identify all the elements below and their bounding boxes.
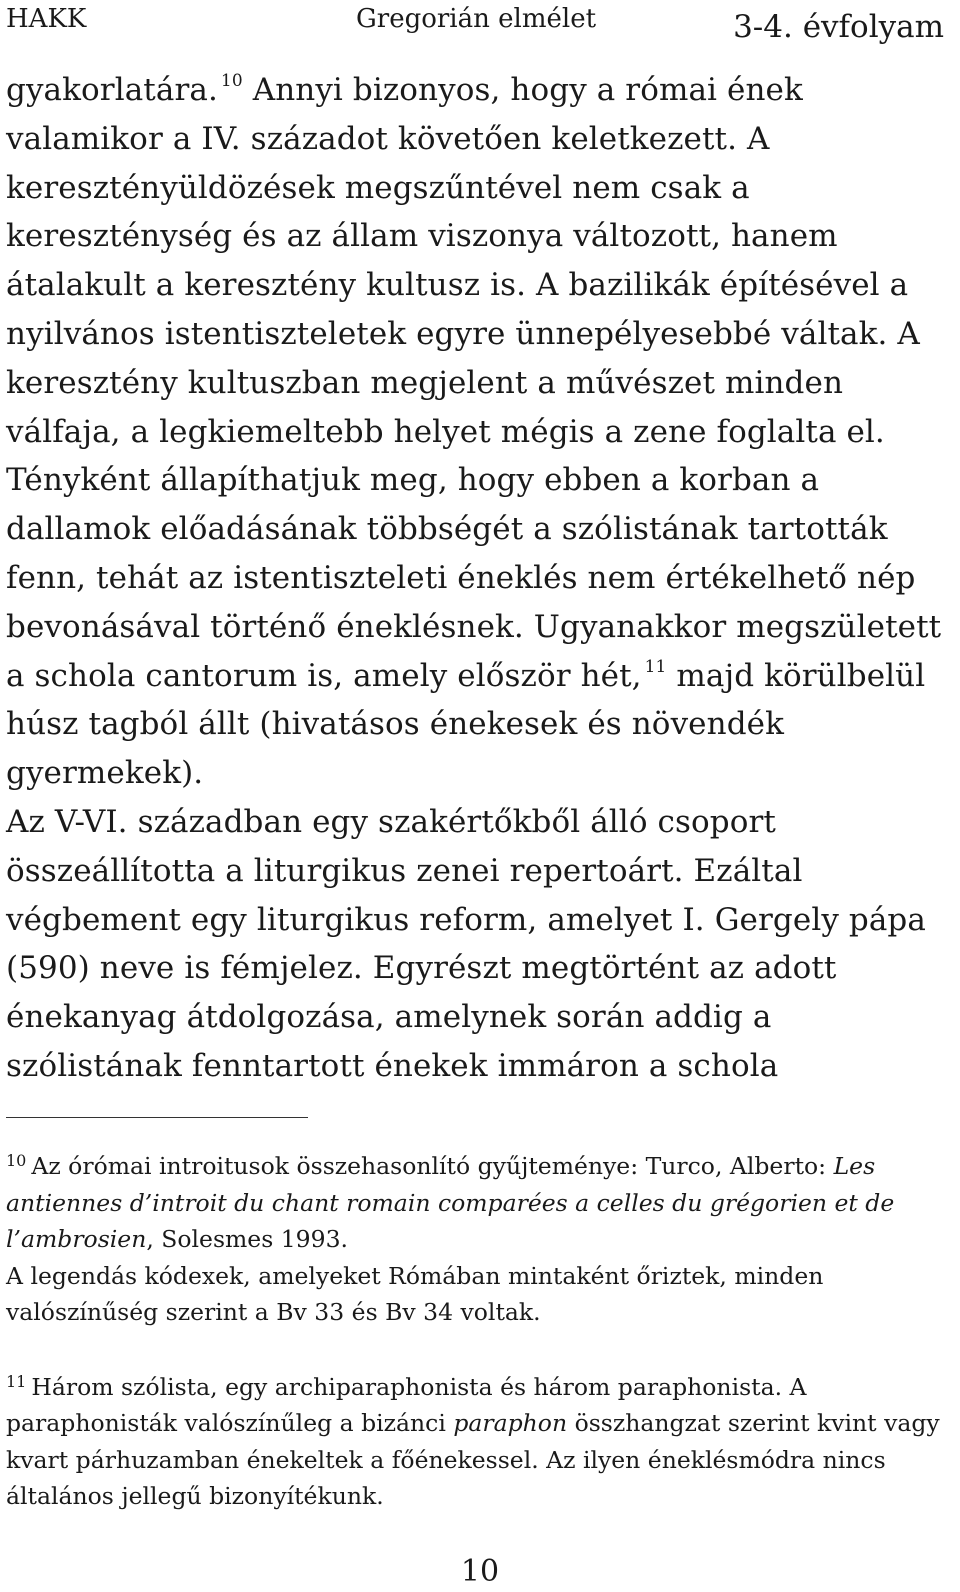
- paragraph-1-middle: Annyi bizonyos, hogy a római ének valamikor a IV. századot követően keletkezett. A keresztényüldözések megszűntével nem csak a kereszténység és az állam viszonya változott, hanem átalakult a keresztény kultusz is. A bazilikák építésével a nyilvános istentiszteletek egyre ünnepélyesebbé váltak. A keresztény kultuszban megjelent a művészet minden válfaja, a legkiemeltebb helyet mégis a zene foglalta el. Tényként állapíthatjuk meg, hogy ebben a korban a dallamok előadásának többségét a szólistának tartották fenn, tehát az istentiszteleti éneklés nem értékelhető nép bevonásával történő éneklésnek. Ugyanakkor megszületett a schola cantorum is, amely először hét,: [6, 72, 942, 694]
- footnote-11-number: 11: [6, 1371, 27, 1391]
- header-article-title: Gregorián elmélet: [356, 4, 597, 34]
- footnote-separator: [6, 1117, 308, 1118]
- paragraph-1-end: majd körülbelül húsz tagból állt (hivatásos énekesek és növendék gyermekek).: [6, 657, 926, 792]
- header-volume: 3-4. évfolyam: [733, 9, 944, 45]
- footnote-10-book-title: Les antiennes d’introit du chant romain comparées a celles du grégorien et de l’ambrosien: [6, 1152, 895, 1253]
- running-header: [0, 0, 960, 50]
- header-journal-name: HAKK: [6, 4, 87, 34]
- footnote-11-lead: Három szólista, egy archiparaphonista és három paraphonista. A paraphonisták valószínűleg a bizánci: [6, 1372, 807, 1437]
- footnote-gap: [6, 1331, 951, 1369]
- footnote-10-number: 10: [6, 1151, 27, 1170]
- paragraph-1: [6, 66, 951, 798]
- paragraph-2: Az V-VI. században egy szakértőkből álló csoport összeállította a liturgikus zenei repertoárt. Ezáltal végbement egy liturgikus reform, amelyet I. Gergely pápa (590) neve is fémjelez. Egyrészt megtörtént az adott énekanyag átdolgozása, amelynek során addig a szólistának fenntartott énekek immáron a schola: [6, 803, 926, 1084]
- footnote-10: [6, 1148, 951, 1258]
- footnote-11-italic-term: paraphon: [453, 1409, 568, 1437]
- footnote-10-lead: Az órómai introitusok összehasonlító gyűjteménye: Turco, Alberto:: [31, 1152, 834, 1180]
- footnote-10-tail: , Solesmes 1993.: [146, 1225, 348, 1253]
- page-number: 10: [460, 1554, 500, 1589]
- footnotes: [6, 1148, 951, 1515]
- footnote-11-tail: összhangzat szerint kvint vagy kvart párhuzamban énekeltek a főénekessel. Az ilyen éneklésmódra nincs általános jellegű bizonyítékunk.: [6, 1409, 940, 1510]
- footnote-ref-11[interactable]: 11: [644, 656, 667, 677]
- footnote-11: [6, 1369, 951, 1515]
- footnote-10-second-paragraph: A legendás kódexek, amelyeket Rómában mintaként őriztek, minden valószínűség szerint a Bv 33 és Bv 34 voltak.: [6, 1261, 824, 1326]
- footnote-ref-10[interactable]: 10: [220, 71, 243, 91]
- paragraph-1-start: gyakorlatára.: [6, 72, 218, 108]
- main-text: [6, 66, 951, 1091]
